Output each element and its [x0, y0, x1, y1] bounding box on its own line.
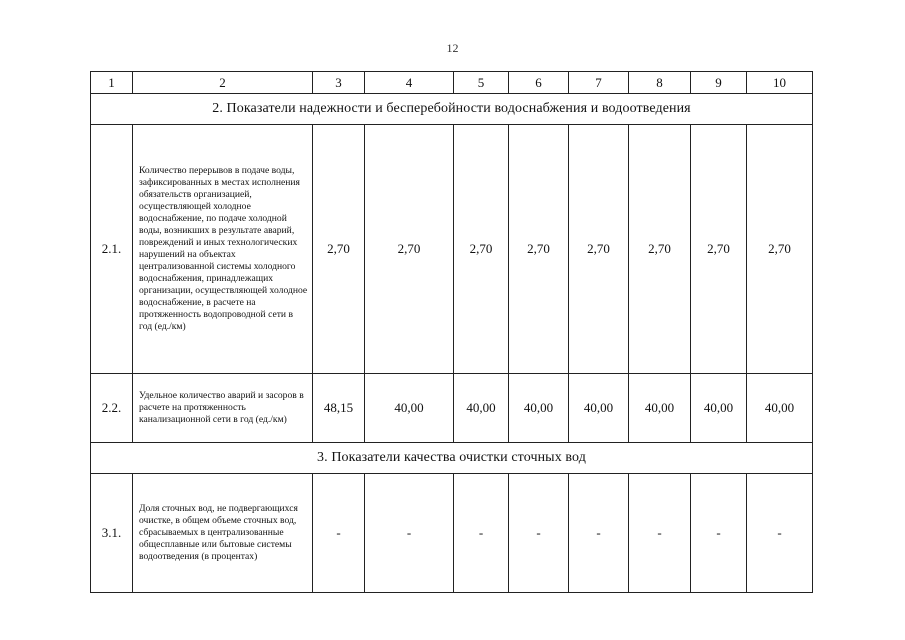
column-number: 4 — [365, 72, 454, 94]
column-number: 7 — [569, 72, 629, 94]
section-title: 2. Показатели надежности и бесперебойности водоснабжения и водоотведения — [91, 94, 813, 125]
row-value: 2,70 — [365, 125, 454, 374]
row-value: 40,00 — [454, 374, 509, 443]
row-description: Количество перерывов в подаче воды, зафиксированных в местах исполнения обязательств организацией, осуществляющей холодное водоснабжение, по подаче холодной воды, возникших в результате аварий, повреждений и иных технологических нарушений на объектах централизованной системы холодного водоснабжения, принадлежащих организации, осуществляющей холодное водоснабжение, в расчете на протяженность водопроводной сети в год (ед./км) — [133, 125, 313, 374]
column-number: 1 — [91, 72, 133, 94]
row-value: 2,70 — [691, 125, 747, 374]
row-description: Доля сточных вод, не подвергающихся очистке, в общем объеме сточных вод, сбрасываемых в централизованные общесплавные или бытовые системы водоотведения (в процентах) — [133, 474, 313, 593]
column-number: 8 — [629, 72, 691, 94]
row-value: - — [691, 474, 747, 593]
column-number: 3 — [313, 72, 365, 94]
row-value: 2,70 — [509, 125, 569, 374]
section-row-reliability — [91, 94, 813, 125]
table-row — [91, 125, 813, 374]
row-value: 40,00 — [509, 374, 569, 443]
column-number: 5 — [454, 72, 509, 94]
row-number: 2.2. — [91, 374, 133, 443]
row-value: 2,70 — [569, 125, 629, 374]
table-row — [91, 474, 813, 593]
row-value: 48,15 — [313, 374, 365, 443]
row-value: 40,00 — [747, 374, 813, 443]
row-value: - — [313, 474, 365, 593]
row-value: 2,70 — [454, 125, 509, 374]
row-value: - — [509, 474, 569, 593]
page-number: 12 — [446, 41, 459, 55]
row-number: 2.1. — [91, 125, 133, 374]
indicators-table — [90, 71, 813, 593]
row-number: 3.1. — [91, 474, 133, 593]
row-value: 40,00 — [365, 374, 454, 443]
row-value: - — [747, 474, 813, 593]
section-row-quality — [91, 443, 813, 474]
row-value: - — [629, 474, 691, 593]
table-row — [91, 374, 813, 443]
row-value: 2,70 — [313, 125, 365, 374]
row-value: - — [454, 474, 509, 593]
column-number: 6 — [509, 72, 569, 94]
row-value: - — [569, 474, 629, 593]
row-value: 40,00 — [569, 374, 629, 443]
row-value: 40,00 — [629, 374, 691, 443]
row-value: 40,00 — [691, 374, 747, 443]
column-number: 10 — [747, 72, 813, 94]
row-value: 2,70 — [747, 125, 813, 374]
column-number: 9 — [691, 72, 747, 94]
row-value: - — [365, 474, 454, 593]
row-description: Удельное количество аварий и засоров в расчете на протяженность канализационной сети в год (ед./км) — [133, 374, 313, 443]
column-number: 2 — [133, 72, 313, 94]
column-number-row — [91, 72, 813, 94]
section-title: 3. Показатели качества очистки сточных вод — [91, 443, 813, 474]
row-value: 2,70 — [629, 125, 691, 374]
